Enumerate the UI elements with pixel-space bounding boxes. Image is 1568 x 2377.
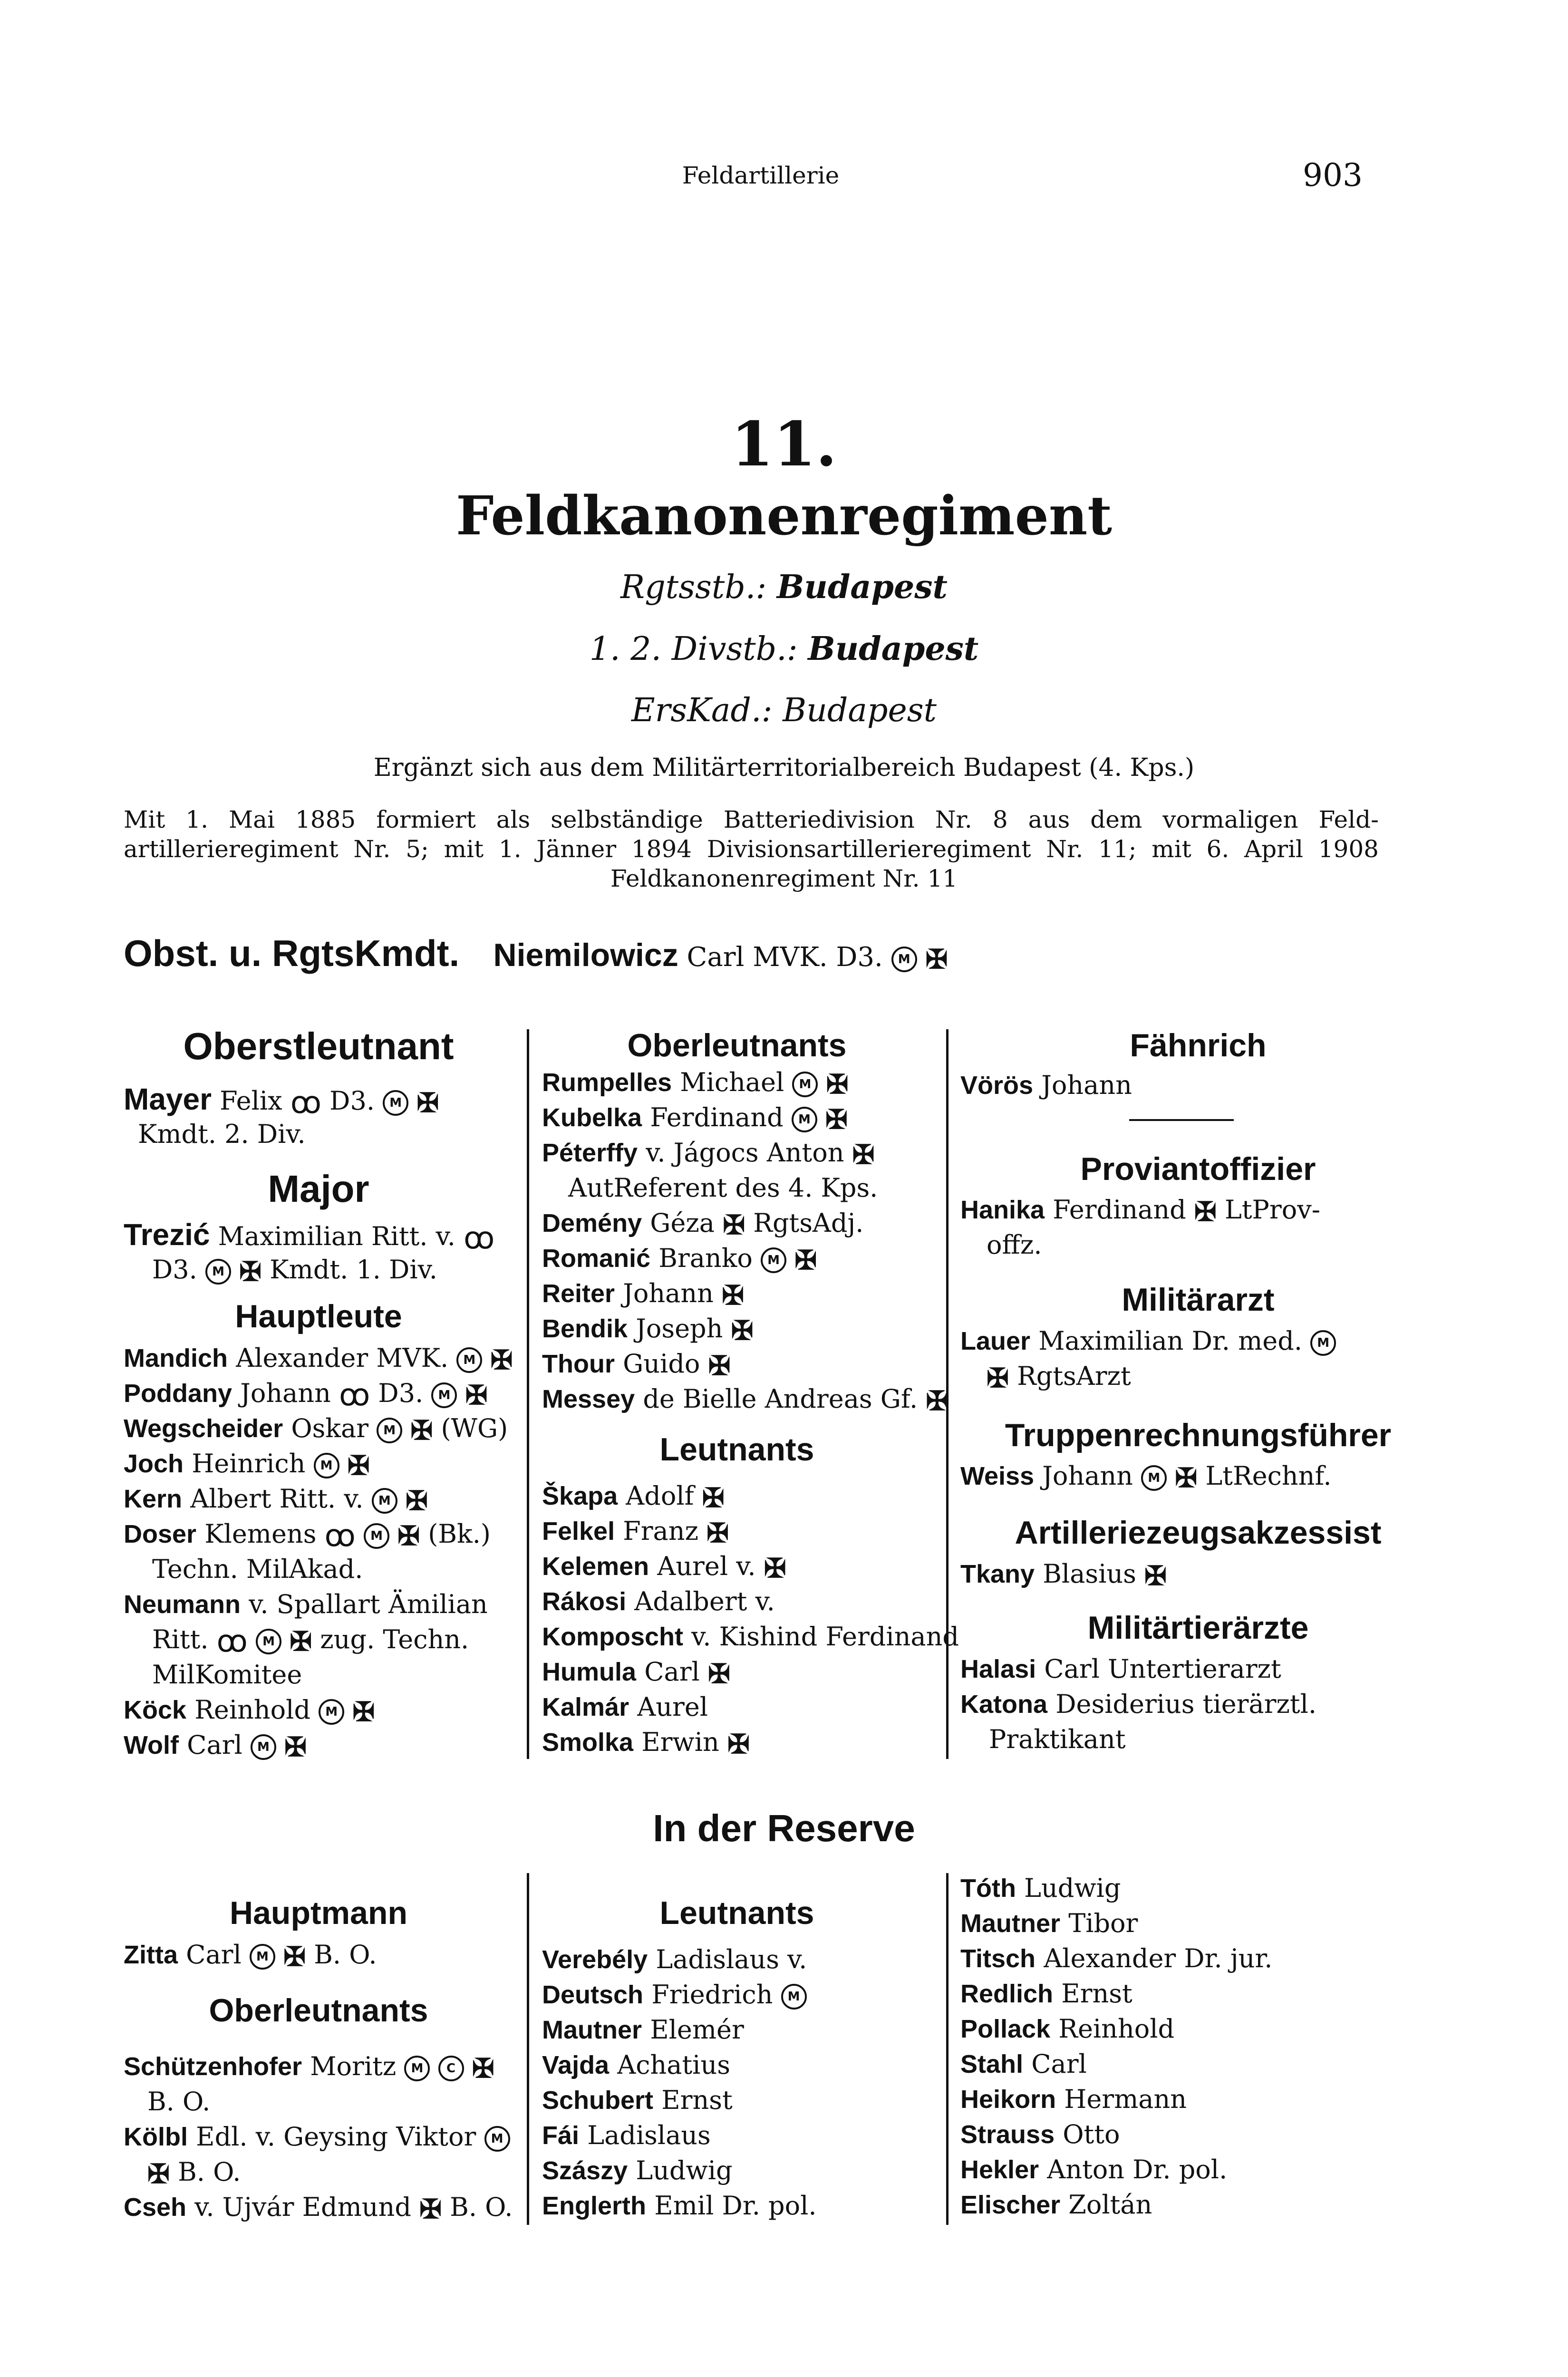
entry-detail: B. O. <box>314 1940 377 1970</box>
heading-hauptmann: Hauptmann <box>230 1895 407 1931</box>
entry-surname: Bendik <box>542 1314 628 1343</box>
entry-surname: Kern <box>124 1485 183 1513</box>
merit-cross-icon: ✠ <box>723 1209 745 1241</box>
entry-given: Ernst <box>661 2085 733 2115</box>
entry-surname: Mautner <box>960 1909 1061 1938</box>
entry-surname: Katona <box>960 1690 1048 1719</box>
entry-surname: Titsch <box>960 1944 1036 1973</box>
list-item <box>124 1376 488 1411</box>
military-merit-medal-icon: M <box>891 947 917 972</box>
entry-surname: Poddany <box>124 1379 232 1408</box>
heading-reserve: In der Reserve <box>653 1807 915 1849</box>
decoration-knot-icon: ꝏ <box>339 1378 370 1413</box>
entry-given: v. Spallart Ämilian <box>249 1589 488 1619</box>
entry-surname: Wolf <box>124 1731 179 1759</box>
entry-given: Carl <box>1031 2049 1087 2079</box>
entry-surname: Cseh <box>124 2193 187 2222</box>
merit-cross-icon: ✠ <box>490 1344 513 1376</box>
list-item-cont: Techn. MilAkad. <box>152 1554 363 1584</box>
merit-cross-icon: ✠ <box>826 1069 849 1100</box>
entry-given: Johann <box>623 1278 714 1308</box>
list-item <box>960 2082 1187 2117</box>
military-merit-medal-icon: M <box>205 1259 231 1285</box>
list-item <box>124 1517 491 1552</box>
entry-given: Moritz <box>310 2051 397 2081</box>
entry-given: Adolf <box>626 1481 694 1511</box>
merit-cross-icon: ✠ <box>987 1362 1009 1394</box>
merit-cross-icon: ✠ <box>419 2193 442 2225</box>
military-merit-medal-icon: M <box>1310 1330 1336 1356</box>
entry-given: Ritt. <box>152 1624 209 1654</box>
entry-detail: Kmdt. 1. Div. <box>270 1255 437 1285</box>
list-item <box>960 1687 1316 1722</box>
list-item <box>124 1481 428 1517</box>
merit-cross-icon: ✠ <box>926 1385 949 1417</box>
entry-given: Emil Dr. pol. <box>654 2191 817 2221</box>
merit-cross-icon: ✠ <box>708 1350 731 1382</box>
divstb-line <box>0 630 1568 668</box>
list-item <box>542 1100 848 1135</box>
list-item <box>960 2011 1174 2047</box>
divstb-value: Budapest <box>808 630 979 668</box>
entry-given: Johann <box>240 1378 331 1408</box>
entry-given: Ferdinand <box>650 1102 784 1132</box>
entry-surname: Strauss <box>960 2120 1055 2149</box>
entry-surname: Joch <box>124 1449 184 1478</box>
merit-cross-icon: ✠ <box>290 1626 312 1657</box>
list-item <box>542 1619 959 1654</box>
list-item <box>542 1276 744 1311</box>
heading-militaerarzt: Militärarzt <box>1122 1282 1275 1318</box>
entry-detail: D3. <box>378 1378 424 1408</box>
military-merit-medal-icon: M <box>314 1453 339 1478</box>
entry-given: Aurel <box>637 1692 708 1722</box>
erskad-label: ErsKad.: <box>631 692 773 729</box>
entry-surname: Tóth <box>960 1874 1016 1903</box>
rgtsstb-label: Rgtsstb.: <box>620 569 767 606</box>
rgtsstb-line <box>0 568 1568 606</box>
entry-surname: Vajda <box>542 2051 610 2079</box>
entry-detail: zug. Techn. <box>320 1624 469 1654</box>
heading-major: Major <box>268 1168 369 1210</box>
heading-hauptleute: Hauptleute <box>235 1298 402 1334</box>
major-entry <box>124 1217 494 1254</box>
entry-given: Branko <box>658 1243 753 1273</box>
entry-surname: Pollack <box>960 2015 1051 2043</box>
list-item <box>960 2047 1087 2082</box>
entry-surname: Komposcht <box>542 1623 683 1651</box>
list-item-cont <box>147 2155 241 2190</box>
divstb-label: 1. 2. Divstb.: <box>589 630 798 668</box>
decoration-knot-icon: ꝏ <box>464 1221 495 1256</box>
list-item <box>960 1652 1281 1687</box>
military-merit-medal-icon: M <box>377 1418 402 1443</box>
entry-given: Blasius <box>1043 1559 1136 1589</box>
commander-rest: MVK. D3. <box>753 942 883 973</box>
list-item <box>542 1549 786 1584</box>
merit-cross-icon: ✠ <box>352 1696 375 1728</box>
commemorative-medal-icon: C <box>438 2056 464 2081</box>
heading-oberleutnants: Oberleutnants <box>627 1027 847 1063</box>
separator-line <box>1129 1119 1234 1121</box>
entry-given: Reinhold <box>1058 2014 1175 2044</box>
entry-given: v. Kishind Ferdinand <box>691 1622 959 1652</box>
list-item <box>124 1587 488 1622</box>
running-title: Feldartillerie <box>682 162 840 189</box>
list-item <box>124 1937 377 1972</box>
merit-cross-icon: ✠ <box>405 1485 428 1517</box>
military-merit-medal-icon: M <box>404 2056 430 2081</box>
entry-surname: Rákosi <box>542 1587 627 1616</box>
list-item-cont: AutReferent des 4. Kps. <box>568 1173 878 1203</box>
merit-cross-icon: ✠ <box>1144 1560 1167 1592</box>
list-item-cont: MilKomitee <box>152 1660 302 1690</box>
entry-surname: Romanić <box>542 1244 651 1273</box>
entry-surname: Kelemen <box>542 1552 649 1581</box>
list-item <box>124 2119 510 2155</box>
decoration-knot-icon: ꝏ <box>324 1518 356 1554</box>
heading-artilleriezeugsakzessist: Artilleriezeugsakzessist <box>1015 1515 1382 1551</box>
regiment-name: Feldkanonenregiment <box>456 485 1112 547</box>
entry-detail: RgtsAdj. <box>753 1208 864 1238</box>
entry-given: Achatius <box>617 2050 730 2080</box>
merit-cross-icon: ✠ <box>416 1087 439 1119</box>
heading-faehnrich: Fähnrich <box>1130 1027 1267 1063</box>
entry-given: Oskar <box>291 1413 369 1443</box>
entry-detail: B. O. <box>178 2157 241 2187</box>
merit-cross-icon: ✠ <box>1175 1462 1198 1494</box>
military-merit-medal-icon: M <box>364 1523 389 1549</box>
military-merit-medal-icon: M <box>456 1347 482 1373</box>
entry-given: Ferdinand <box>1053 1195 1186 1225</box>
entry-surname: Englerth <box>542 2192 647 2220</box>
entry-given: Heinrich <box>192 1449 306 1478</box>
merit-cross-icon: ✠ <box>722 1280 745 1311</box>
entry-surname: Felkel <box>542 1517 615 1546</box>
entry-surname: Thour <box>542 1350 615 1378</box>
heading-oberleutnants-reserve: Oberleutnants <box>209 1992 428 2029</box>
entry-given: Maximilian Ritt. v. <box>218 1221 455 1251</box>
heading-leutnants-reserve: Leutnants <box>659 1895 814 1931</box>
entry-given: Erwin <box>641 1727 719 1757</box>
entry-surname: Lauer <box>960 1327 1031 1355</box>
entry-surname: Schubert <box>542 2086 654 2115</box>
military-merit-medal-icon: M <box>319 1699 344 1725</box>
entry-surname: Péterffy <box>542 1139 638 1167</box>
list-item <box>542 2083 733 2118</box>
list-item <box>960 1906 1138 1941</box>
military-merit-medal-icon: M <box>761 1247 786 1273</box>
entry-detail: LtRechnf. <box>1205 1461 1332 1491</box>
list-item <box>960 1068 1132 1103</box>
entry-surname: Humula <box>542 1658 637 1686</box>
entry-detail: (WG) <box>441 1413 508 1443</box>
entry-given: Johann <box>1042 1461 1133 1491</box>
entry-surname: Stahl <box>960 2050 1024 2078</box>
entry-given: Elemér <box>650 2015 744 2045</box>
list-item-cont: Praktikant <box>989 1724 1126 1754</box>
entry-given: v. Jágocs Anton <box>646 1138 844 1168</box>
list-item <box>960 1324 1336 1359</box>
entry-given: Alexander MVK. <box>236 1343 449 1373</box>
entry-surname: Wegscheider <box>124 1414 283 1443</box>
erskad-line <box>0 692 1568 729</box>
column-divider-left <box>527 1029 529 1759</box>
ergaenzt-line: Ergänzt sich aus dem Militärterritorialbereich Budapest (4. Kps.) <box>373 754 1195 782</box>
entry-given: Géza <box>650 1208 715 1238</box>
heading-proviantoffizier: Proviantoffizier <box>1080 1151 1316 1187</box>
entry-given: Desiderius tierärztl. <box>1055 1689 1317 1719</box>
list-item <box>542 1690 708 1725</box>
entry-given: Carl <box>187 1730 242 1760</box>
heading-militaertieraerzte: Militärtierärzte <box>1087 1610 1309 1646</box>
entry-detail: D3. <box>152 1255 197 1285</box>
list-item <box>124 1446 370 1481</box>
entry-given: de Bielle Andreas Gf. <box>643 1384 918 1414</box>
list-item <box>542 1206 863 1241</box>
list-item <box>542 1241 817 1276</box>
entry-given: Felix <box>220 1086 282 1116</box>
regiment-number: 11. <box>731 409 837 480</box>
merit-cross-icon: ✠ <box>347 1450 370 1481</box>
entry-surname: Elischer <box>960 2191 1061 2219</box>
merit-cross-icon: ✠ <box>707 1517 729 1549</box>
entry-given: Edl. v. Geysing Viktor <box>196 2122 476 2152</box>
entry-surname: Vörös <box>960 1071 1034 1100</box>
merit-cross-icon: ✠ <box>1194 1196 1217 1227</box>
list-item <box>960 2152 1227 2187</box>
entry-given: Ernst <box>1061 1979 1132 2009</box>
decoration-knot-icon: ꝏ <box>216 1624 248 1659</box>
decoration-knot-icon: ꝏ <box>290 1085 321 1121</box>
entry-given: Ladislaus <box>587 2120 711 2150</box>
entry-surname: Zitta <box>124 1941 178 1969</box>
entry-detail: RgtsArzt <box>1017 1361 1131 1391</box>
military-merit-medal-icon: M <box>251 1734 276 1760</box>
entry-surname: Halasi <box>960 1655 1036 1683</box>
entry-given: Joseph <box>636 1314 723 1343</box>
list-item <box>542 1382 948 1417</box>
entry-given: Guido <box>623 1349 700 1379</box>
merit-cross-icon: ✠ <box>283 1941 306 1972</box>
merit-cross-icon: ✠ <box>239 1256 262 1287</box>
entry-given: Carl <box>644 1657 700 1687</box>
list-item <box>960 2117 1120 2152</box>
list-item-cont: B. O. <box>147 2087 211 2116</box>
list-item <box>960 1459 1332 1494</box>
merit-cross-icon: ✠ <box>284 1731 307 1763</box>
entry-given: Aurel v. <box>657 1551 756 1581</box>
entry-given: Ludwig <box>1024 1873 1121 1903</box>
entry-detail: B. O. <box>450 2192 513 2222</box>
entry-given: Friedrich <box>651 1980 773 2010</box>
merit-cross-icon: ✠ <box>925 943 948 975</box>
entry-given: Ludwig <box>636 2155 733 2185</box>
entry-given: Franz <box>623 1516 698 1546</box>
entry-surname: Mandich <box>124 1344 228 1372</box>
commander-rank: Obst. u. RgtsKmdt. <box>124 932 460 974</box>
entry-surname: Szászy <box>542 2156 628 2185</box>
list-item <box>542 1065 849 1100</box>
entry-surname: Kölbl <box>124 2123 188 2151</box>
entry-given: Zoltán <box>1068 2190 1152 2220</box>
entry-surname: Rumpelles <box>542 1068 672 1097</box>
military-merit-medal-icon: M <box>792 1072 818 1097</box>
list-item-cont <box>152 1622 469 1657</box>
heading-leutnants: Leutnants <box>659 1431 814 1468</box>
history-line-3: Feldkanonenregiment Nr. 11 <box>610 865 958 892</box>
military-merit-medal-icon: M <box>792 1107 817 1132</box>
entry-given: Klemens <box>204 1519 317 1549</box>
merit-cross-icon: ✠ <box>825 1104 848 1135</box>
entry-surname: Reiter <box>542 1279 615 1308</box>
list-item-cont: offz. <box>987 1230 1042 1260</box>
merit-cross-icon: ✠ <box>465 1380 488 1411</box>
list-item <box>542 2048 730 2083</box>
entry-surname: Mayer <box>124 1082 212 1116</box>
entry-given: Maximilian Dr. med. <box>1038 1326 1302 1356</box>
entry-given: Anton Dr. pol. <box>1047 2155 1228 2184</box>
entry-detail: LtProv- <box>1224 1195 1320 1225</box>
entry-surname: Redlich <box>960 1980 1054 2008</box>
entry-surname: Mautner <box>542 2016 642 2044</box>
list-item <box>542 2118 711 2153</box>
entry-given: Carl Untertierarzt <box>1044 1654 1281 1684</box>
list-item <box>960 1556 1167 1592</box>
rgtsstb-value: Budapest <box>776 568 948 606</box>
entry-surname: Tkany <box>960 1560 1035 1588</box>
list-item <box>960 2187 1152 2222</box>
entry-given: Otto <box>1063 2119 1120 2149</box>
entry-surname: Demény <box>542 1209 642 1237</box>
list-item <box>542 1942 807 1977</box>
entry-given: Albert Ritt. v. <box>190 1484 364 1514</box>
military-merit-medal-icon: M <box>1141 1465 1167 1491</box>
list-item <box>960 1976 1132 2011</box>
entry-given: v. Ujvár Edmund <box>194 2192 411 2222</box>
merit-cross-icon: ✠ <box>764 1553 786 1584</box>
list-item <box>124 2190 513 2225</box>
list-item <box>124 2049 494 2084</box>
oberstleutnant-entry <box>124 1082 439 1119</box>
entry-surname: Deutsch <box>542 1981 644 2009</box>
entry-given: Ladislaus v. <box>656 1944 807 1974</box>
list-item <box>542 1514 729 1549</box>
list-item <box>124 1341 513 1376</box>
entry-surname: Fái <box>542 2121 580 2150</box>
entry-given: Alexander Dr. jur. <box>1044 1943 1273 1973</box>
list-item <box>542 1346 731 1382</box>
list-item <box>124 1692 375 1728</box>
entry-detail: D3. <box>329 1086 375 1116</box>
entry-surname: Köck <box>124 1696 187 1724</box>
merit-cross-icon: ✠ <box>727 1729 750 1760</box>
military-merit-medal-icon: M <box>250 1944 275 1970</box>
list-item <box>542 2153 733 2188</box>
reserve-divider-right <box>946 1873 949 2225</box>
entry-given: Johann <box>1041 1070 1132 1100</box>
entry-detail: (Bk.) <box>428 1519 491 1549</box>
list-item <box>542 2188 817 2223</box>
entry-surname: Doser <box>124 1520 197 1548</box>
entry-surname: Smolka <box>542 1728 634 1757</box>
merit-cross-icon: ✠ <box>707 1658 730 1690</box>
merit-cross-icon: ✠ <box>410 1415 433 1446</box>
entry-given: Reinhold <box>194 1695 311 1725</box>
major-entry-cont <box>152 1252 437 1287</box>
list-item <box>542 1478 725 1514</box>
list-item <box>960 1871 1121 1906</box>
list-item <box>542 1584 775 1619</box>
list-item <box>124 1728 307 1763</box>
page-number: 903 <box>1303 157 1363 193</box>
list-item <box>542 1135 875 1170</box>
history-line-2: artillerieregiment Nr. 5; mit 1. Jänner 1894 Divisionsartillerieregiment Nr. 11; mit 6. April 1908 <box>124 835 1379 863</box>
entry-surname: Trezić <box>124 1217 210 1252</box>
entry-surname: Škapa <box>542 1482 618 1510</box>
heading-oberstleutnant: Oberstleutnant <box>183 1025 454 1067</box>
military-merit-medal-icon: M <box>781 1984 807 2010</box>
military-merit-medal-icon: M <box>431 1382 457 1408</box>
entry-given: Michael <box>680 1067 784 1097</box>
entry-surname: Kubelka <box>542 1103 642 1132</box>
entry-surname: Weiss <box>960 1462 1035 1490</box>
heading-truppenrechnungsfuehrer: Truppenrechnungsführer <box>1005 1417 1392 1453</box>
merit-cross-icon: ✠ <box>472 2053 494 2084</box>
list-item <box>960 1192 1320 1227</box>
list-item-cont <box>987 1359 1131 1394</box>
military-merit-medal-icon: M <box>383 1090 408 1116</box>
oberstleutnant-entry-cont: Kmdt. 2. Div. <box>138 1119 306 1149</box>
erskad-value: Budapest <box>783 692 937 729</box>
commander-given: Carl <box>687 942 745 973</box>
merit-cross-icon: ✠ <box>852 1139 875 1170</box>
merit-cross-icon: ✠ <box>794 1245 817 1276</box>
entry-surname: Kalmár <box>542 1693 629 1721</box>
military-merit-medal-icon: M <box>484 2126 510 2152</box>
entry-given: Carl <box>186 1940 242 1970</box>
entry-surname: Neumann <box>124 1590 241 1619</box>
commander-surname: Niemilowicz <box>493 937 678 973</box>
list-item <box>542 1725 750 1760</box>
merit-cross-icon: ✠ <box>397 1520 420 1552</box>
list-item <box>960 1941 1272 1976</box>
reserve-divider-left <box>527 1873 529 2225</box>
merit-cross-icon: ✠ <box>731 1315 754 1346</box>
history-line-1: Mit 1. Mai 1885 formiert als selbständige Batteriedivision Nr. 8 aus dem vormaligen Feld- <box>124 806 1379 833</box>
entry-surname: Schützenhofer <box>124 2052 302 2081</box>
entry-surname: Verebély <box>542 1945 648 1974</box>
entry-surname: Heikorn <box>960 2085 1056 2114</box>
entry-surname: Hanika <box>960 1196 1045 1224</box>
merit-cross-icon: ✠ <box>147 2158 170 2190</box>
list-item <box>542 2012 744 2048</box>
entry-surname: Hekler <box>960 2155 1039 2184</box>
military-merit-medal-icon: M <box>256 1629 281 1654</box>
commander-line <box>124 932 948 975</box>
list-item <box>542 1311 754 1346</box>
merit-cross-icon: ✠ <box>702 1482 725 1514</box>
entry-given: Hermann <box>1064 2084 1187 2114</box>
list-item <box>542 1977 807 2012</box>
military-merit-medal-icon: M <box>372 1488 397 1514</box>
entry-given: Adalbert v. <box>634 1586 775 1616</box>
list-item <box>542 1654 730 1690</box>
list-item <box>124 1411 508 1446</box>
entry-given: Tibor <box>1068 1908 1138 1938</box>
entry-surname: Messey <box>542 1385 635 1413</box>
